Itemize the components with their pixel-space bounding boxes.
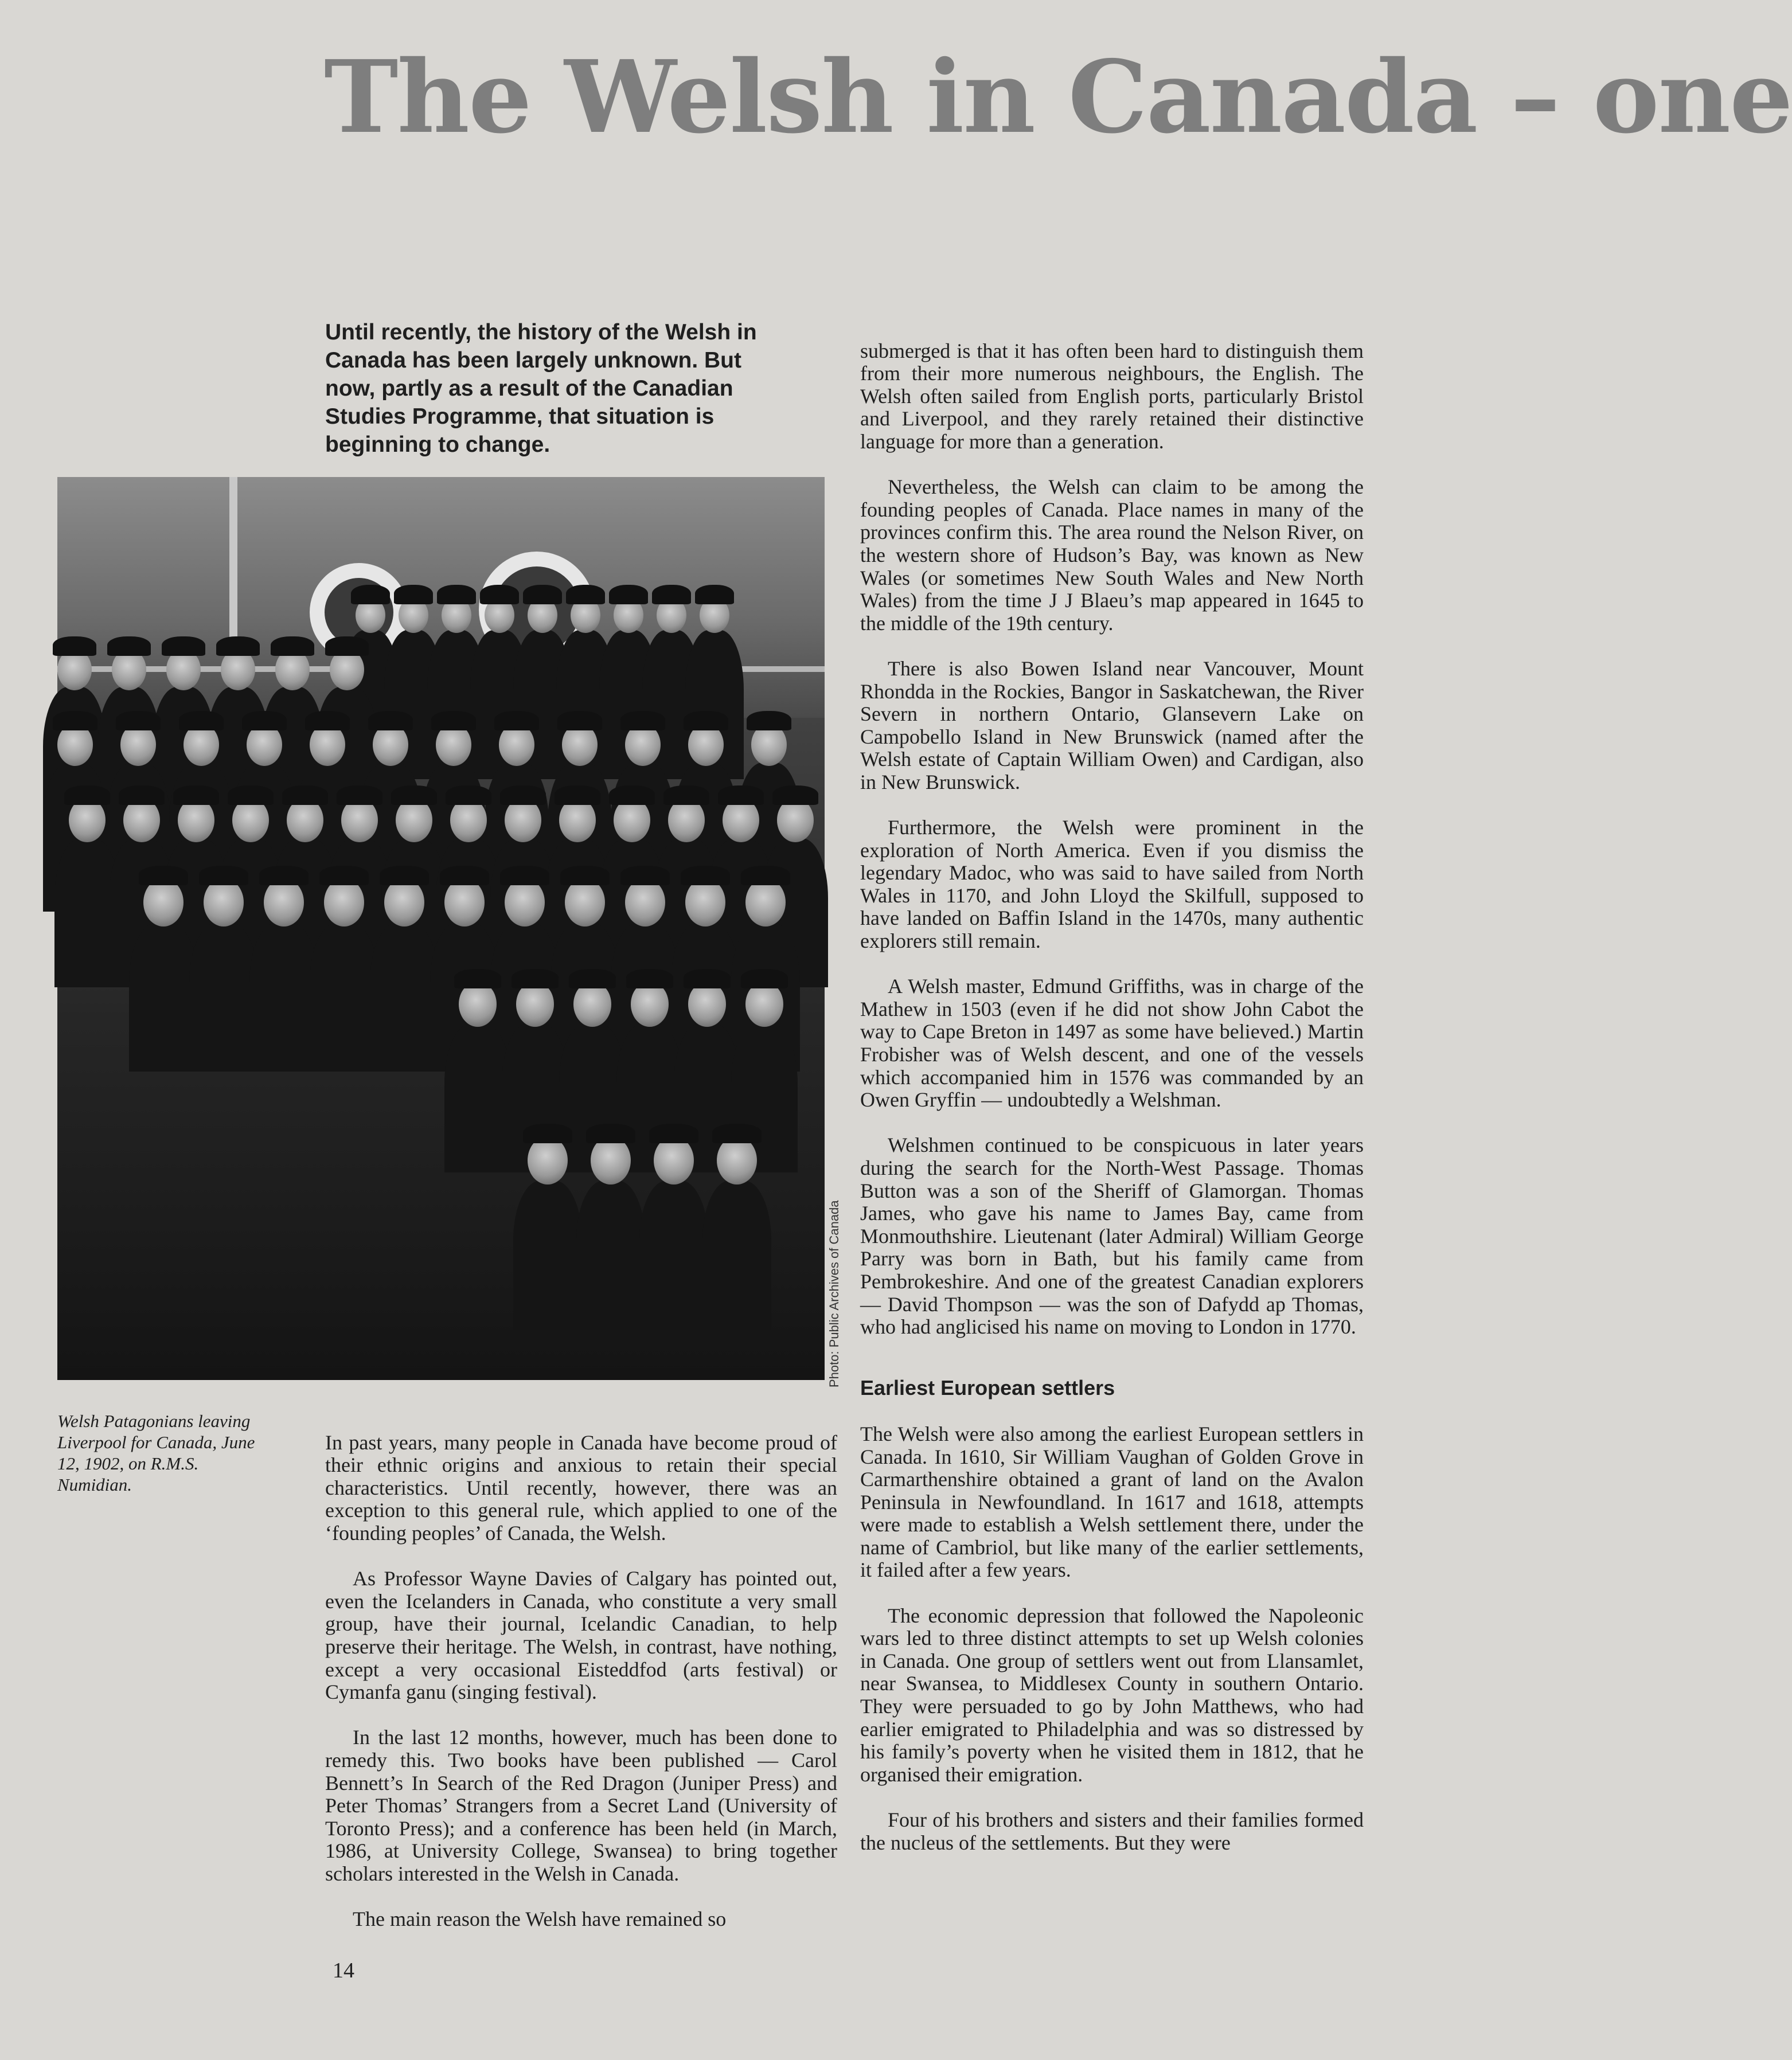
person-hat bbox=[523, 1124, 572, 1143]
person-body bbox=[639, 1181, 708, 1330]
paragraph: Four of his brothers and sisters and their families formed the nucleus of the settlements. But they were bbox=[860, 1808, 1364, 1854]
person-head bbox=[565, 878, 605, 927]
person-head bbox=[384, 878, 424, 927]
person-hat bbox=[494, 711, 539, 730]
person-head bbox=[505, 878, 545, 927]
person-head bbox=[745, 878, 786, 927]
person-hat bbox=[179, 711, 224, 730]
person-hat bbox=[139, 866, 188, 885]
person-body bbox=[189, 922, 258, 1072]
person-hat bbox=[271, 636, 314, 656]
person-hat bbox=[609, 585, 648, 604]
person-body bbox=[370, 922, 439, 1072]
person-head bbox=[717, 1136, 757, 1185]
paragraph: The economic depression that followed the Napoleonic wars led to three distinct attempts to set up Welsh colonies in Canada. One group of settlers went out from Llansamlet, near Swansea, to Middlesex County in southern Ontario. They were persuaded to go by John Matthews, who had earlier emigrated to Philadelphia and was so distressed by his family’s poverty when he visited them in 1812, that he organised their emigration. bbox=[860, 1604, 1364, 1786]
person-hat bbox=[718, 785, 764, 805]
person-hat bbox=[199, 866, 248, 885]
person-hat bbox=[747, 711, 791, 730]
paragraph: A Welsh master, Edmund Griffiths, was in charge of the Mathew in 1503 (even if he did not show John Cabot the way to Cape Breton in 1497 as some have believed.) Martin Frobisher was of Welsh descent, and one of the vessels which accompanied him in 1576 was commanded by an Owen Gryffin — undoubtedly a Welshman. bbox=[860, 975, 1364, 1112]
person-body bbox=[249, 922, 318, 1072]
person-hat bbox=[119, 785, 165, 805]
person-head bbox=[528, 1136, 568, 1185]
person-hat bbox=[609, 785, 655, 805]
person-head bbox=[685, 878, 725, 927]
person-hat bbox=[228, 785, 274, 805]
person-head bbox=[591, 1136, 631, 1185]
person-hat bbox=[107, 636, 151, 656]
section-heading: Earliest European settlers bbox=[860, 1376, 1115, 1400]
photo-credit: Photo: Public Archives of Canada bbox=[827, 1200, 841, 1387]
paragraph: There is also Bowen Island near Vancouver, Mount Rhondda in the Rockies, Bangor in Saskatchewan, the River Severn in northern Ontario, Glansevern Lake on Campobello Island in New Brunswick (named after the Welsh estate of Captain William Owen) and Cardigan, also in New Brunswick. bbox=[860, 656, 1364, 793]
person-hat bbox=[162, 636, 205, 656]
paragraph: In past years, many people in Canada have become proud of their ethnic origins and anxious to retain their special characteristics. Until recently, however, there was an exception to this general rule, which applied to one of the ‘founding peoples’ of Canada, the Welsh. bbox=[325, 1430, 837, 1545]
person-hat bbox=[282, 785, 328, 805]
paragraph: Nevertheless, the Welsh can claim to be among the founding peoples of Canada. Place names in many of the provinces confirm this. The area round the Nelson River, on the western shore of Hudson’s Bay, was known as New Wales (or sometimes New South Wales and New North Wales) from the time J J Blaeu’s map appeared in 1645 to the middle of the 19th century. bbox=[860, 475, 1364, 635]
person-body bbox=[310, 922, 378, 1072]
paragraph: In the last 12 months, however, much has been done to remedy this. Two books have been published — Carol Bennett’s In Search of the Red Dragon (Juniper Press) and Peter Thomas’ Strangers from a Secret Land (University of Toronto Press); and a conference has been held (in March, 1986, at University College, Swansea) to bring together scholars interested in the Welsh in Canada. bbox=[325, 1726, 837, 1885]
person-head bbox=[204, 878, 244, 927]
article-intro: Until recently, the history of the Welsh in Canada has been largely unknown. But now, partly as a result of the Canadian Studies Programme, that situation is beginning to change. bbox=[325, 320, 757, 457]
person-hat bbox=[569, 969, 616, 988]
person-head bbox=[444, 878, 485, 927]
person-head bbox=[625, 878, 665, 927]
paragraph: The Welsh were also among the earliest European settlers in Canada. In 1610, Sir William Vaughan of Golden Grove in Carmarthenshire obtained a grant of land on the Avalon Peninsula in Newfoundland. In 1617 and 1618, attempts were made to establish a Welsh settlement there, under the name of Cambriol, but like many of the earlier settlements, it failed after a few years. bbox=[860, 1422, 1364, 1582]
person-body bbox=[129, 922, 198, 1072]
body-column-1 bbox=[325, 1409, 837, 1953]
person-hat bbox=[337, 785, 382, 805]
person-hat bbox=[440, 866, 489, 885]
paragraph: Furthermore, the Welsh were prominent in the exploration of North America. Even if you dismiss the legendary Madoc, who was said to have sailed from North Wales in 1170, and John Lloyd the Skilfull, supposed to have landed on Baffin Island in the 1470s, many authentic explorers still remain. bbox=[860, 816, 1364, 953]
person-hat bbox=[394, 585, 433, 604]
person-hat bbox=[741, 969, 788, 988]
person-hat bbox=[586, 1124, 635, 1143]
person-hat bbox=[305, 711, 350, 730]
person-head bbox=[143, 878, 184, 927]
person-body bbox=[513, 1181, 582, 1330]
person-hat bbox=[319, 866, 369, 885]
photo-caption: Welsh Patagonians leaving Liverpool for Canada, June 12, 1902, on R.M.S. Numidian. bbox=[57, 1411, 255, 1495]
person-hat bbox=[325, 636, 369, 656]
article-title: The Welsh in Canada – one bbox=[324, 39, 1792, 156]
person-hat bbox=[480, 585, 519, 604]
person-hat bbox=[500, 785, 546, 805]
body-column-2 bbox=[860, 317, 1364, 1877]
person-hat bbox=[695, 585, 734, 604]
person-hat bbox=[391, 785, 437, 805]
person-hat bbox=[351, 585, 390, 604]
person-hat bbox=[500, 866, 549, 885]
person-hat bbox=[741, 866, 790, 885]
paragraph: submerged is that it has often been hard to distinguish them from their more numerous neighbours, the English. The Welsh often sailed from English ports, particularly Bristol and Liverpool, and they rarely retained their distinctive language for more than a generation. bbox=[860, 339, 1364, 453]
person-hat bbox=[560, 866, 610, 885]
person-hat bbox=[649, 1124, 698, 1143]
person-hat bbox=[454, 969, 501, 988]
person-body bbox=[702, 1181, 771, 1330]
historical-photograph bbox=[57, 477, 825, 1380]
paragraph: Welshmen continued to be conspicuous in later years during the search for the North-West Passage. Thomas Button was a son of the Sheriff of Glamorgan. Thomas James, who gave his name to James Bay, came from Monmouthshire. Lieutenant (later Admiral) William George Parry was born in Bath, but his family came from Pembrokeshire. And one of the greatest Canadian explorers — David Thompson — was the son of Dafydd ap Thomas, who had anglicised his name on moving to London in 1770. bbox=[860, 1133, 1364, 1339]
person-head bbox=[264, 878, 304, 927]
paragraph: As Professor Wayne Davies of Calgary has pointed out, even the Icelanders in Canada, who constitute a very small group, have their journal, Icelandic Canadian, to help preserve their heritage. The Welsh, in contrast, have nothing, except a very occasional Eisteddfod (arts festival) or Cymanfa ganu (singing festival). bbox=[325, 1567, 837, 1704]
person-head bbox=[654, 1136, 694, 1185]
person-hat bbox=[681, 866, 730, 885]
person-hat bbox=[663, 785, 709, 805]
person-hat bbox=[53, 711, 97, 730]
person-hat bbox=[64, 785, 110, 805]
person-hat bbox=[772, 785, 818, 805]
person-hat bbox=[684, 711, 728, 730]
person-hat bbox=[566, 585, 605, 604]
person-hat bbox=[173, 785, 219, 805]
person-hat bbox=[652, 585, 691, 604]
person-hat bbox=[620, 866, 670, 885]
person-body bbox=[444, 1023, 511, 1172]
person-hat bbox=[53, 636, 96, 656]
person-hat bbox=[242, 711, 287, 730]
person-body bbox=[576, 1181, 645, 1330]
person-hat bbox=[512, 969, 559, 988]
person-hat bbox=[116, 711, 161, 730]
person-hat bbox=[446, 785, 491, 805]
person-hat bbox=[684, 969, 731, 988]
paragraph: The main reason the Welsh have remained so bbox=[353, 1907, 727, 1931]
person-hat bbox=[557, 711, 602, 730]
person-hat bbox=[437, 585, 476, 604]
person-hat bbox=[368, 711, 413, 730]
person-hat bbox=[620, 711, 665, 730]
page-number: 14 bbox=[333, 1959, 354, 1983]
person-head bbox=[324, 878, 364, 927]
person-hat bbox=[712, 1124, 762, 1143]
person-hat bbox=[523, 585, 562, 604]
person-hat bbox=[626, 969, 673, 988]
person-hat bbox=[380, 866, 429, 885]
person-hat bbox=[216, 636, 260, 656]
person-hat bbox=[431, 711, 476, 730]
person-hat bbox=[259, 866, 309, 885]
person-hat bbox=[555, 785, 600, 805]
